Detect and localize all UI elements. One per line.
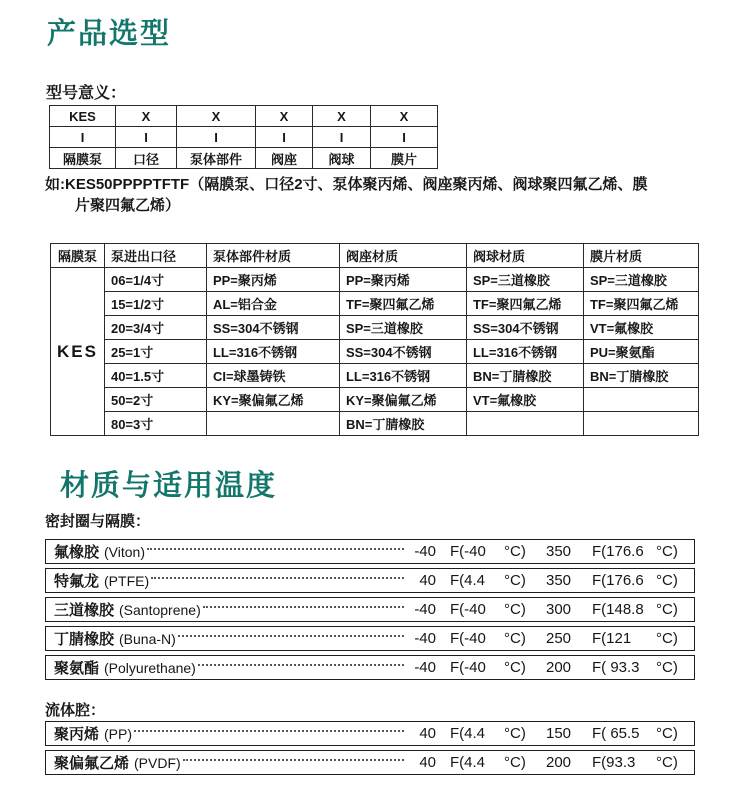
model-cell: 泵体部件 <box>177 148 256 169</box>
min-temp-c: F(-40 <box>450 659 486 676</box>
model-cell: X <box>371 106 438 127</box>
min-temp-f: -40 <box>414 543 436 560</box>
page-title-product-selection: 产品选型 <box>47 18 172 50</box>
model-cell: I <box>50 127 116 148</box>
material-name-cn: 特氟龙 <box>54 573 100 590</box>
celsius-unit: °C) <box>656 543 678 560</box>
cell-body: LL=316不锈钢 <box>206 340 339 364</box>
min-temp-f: 40 <box>419 725 436 742</box>
celsius-unit: °C) <box>504 754 526 771</box>
celsius-unit: °C) <box>656 725 678 742</box>
celsius-unit: °C) <box>504 725 526 742</box>
model-cell: 阀座 <box>256 148 313 169</box>
model-cell: X <box>116 106 177 127</box>
celsius-unit: °C) <box>504 630 526 647</box>
header-seat-material: 阀座材质 <box>339 244 466 268</box>
selection-row <box>51 316 699 340</box>
max-temp-c: F( 65.5 <box>592 725 640 742</box>
cell-port: 25=1寸 <box>104 340 206 364</box>
cell-port: 40=1.5寸 <box>104 364 206 388</box>
celsius-unit: °C) <box>656 630 678 647</box>
material-temp-row <box>45 750 695 775</box>
min-temp-f: 40 <box>419 572 436 589</box>
seal-temperature-table <box>45 539 695 680</box>
header-body-material: 泵体部件材质 <box>206 244 339 268</box>
model-cell: I <box>371 127 438 148</box>
cell-diaphragm <box>583 412 698 436</box>
selection-row <box>51 412 699 436</box>
max-temp-c: F(121 <box>592 630 632 647</box>
min-temp-c: F(4.4 <box>450 572 486 589</box>
material-name-cn: 聚丙烯 <box>54 726 100 743</box>
celsius-unit: °C) <box>504 659 526 676</box>
material-name-cn: 聚偏氟乙烯 <box>54 755 130 772</box>
cell-diaphragm: PU=聚氨酯 <box>583 340 698 364</box>
material-selection-table <box>50 243 699 436</box>
min-temp-c: F(4.4 <box>450 754 486 771</box>
model-cell: X <box>313 106 371 127</box>
cell-seat: PP=聚丙烯 <box>339 268 466 292</box>
material-temp-row <box>45 655 695 680</box>
model-cell: 膜片 <box>371 148 438 169</box>
min-temp-f: -40 <box>414 601 436 618</box>
material-name-cn: 丁腈橡胶 <box>54 631 115 648</box>
header-port-size: 泵进出口径 <box>104 244 206 268</box>
max-temp-f: 350 <box>546 572 572 589</box>
celsius-unit: °C) <box>656 572 678 589</box>
selection-row <box>51 268 699 292</box>
cell-body: PP=聚丙烯 <box>206 268 339 292</box>
material-name-en: (PP) <box>104 725 133 742</box>
material-name-en: (Polyurethane) <box>104 659 196 676</box>
cell-seat: KY=聚偏氟乙烯 <box>339 388 466 412</box>
cell-body: KY=聚偏氟乙烯 <box>206 388 339 412</box>
cell-ball: TF=聚四氟乙烯 <box>466 292 583 316</box>
celsius-unit: °C) <box>656 754 678 771</box>
fluid-temperature-table <box>45 721 695 775</box>
material-name-cn: 氟橡胶 <box>54 544 100 561</box>
cell-diaphragm <box>583 388 698 412</box>
material-name-en: (Santoprene) <box>119 601 201 618</box>
material-name-en: (PVDF) <box>134 754 181 771</box>
cell-port: 06=1/4寸 <box>104 268 206 292</box>
celsius-unit: °C) <box>504 543 526 560</box>
cell-diaphragm: BN=丁腈橡胶 <box>583 364 698 388</box>
cell-diaphragm: SP=三道橡胶 <box>583 268 698 292</box>
cell-port: 50=2寸 <box>104 388 206 412</box>
min-temp-f: -40 <box>414 630 436 647</box>
dot-leader <box>151 577 404 579</box>
material-name-en: (PTFE) <box>104 572 150 589</box>
max-temp-f: 200 <box>546 754 572 771</box>
min-temp-f: -40 <box>414 659 436 676</box>
cell-port: 15=1/2寸 <box>104 292 206 316</box>
cell-seat: TF=聚四氟乙烯 <box>339 292 466 316</box>
max-temp-c: F(176.6 <box>592 572 644 589</box>
model-cell: I <box>116 127 177 148</box>
page-title-material-temperature: 材质与适用温度 <box>60 470 278 502</box>
cell-ball: SS=304不锈钢 <box>466 316 583 340</box>
cell-body: SS=304不锈钢 <box>206 316 339 340</box>
cell-ball <box>466 412 583 436</box>
fluid-chamber-label: 流体腔： <box>45 702 106 719</box>
model-cell: I <box>313 127 371 148</box>
material-name-cn: 三道橡胶 <box>54 602 115 619</box>
header-diaphragm-material: 膜片材质 <box>583 244 698 268</box>
max-temp-f: 200 <box>546 659 572 676</box>
cell-diaphragm: VT=氟橡胶 <box>583 316 698 340</box>
cell-seat: SP=三道橡胶 <box>339 316 466 340</box>
material-temp-row <box>45 568 695 593</box>
dot-leader <box>147 548 404 550</box>
cell-ball: BN=丁腈橡胶 <box>466 364 583 388</box>
cell-seat: BN=丁腈橡胶 <box>339 412 466 436</box>
model-example-line2: 片聚四氟乙烯） <box>75 197 181 214</box>
model-pipe-row <box>50 127 438 148</box>
model-cell: I <box>256 127 313 148</box>
min-temp-c: F(-40 <box>450 630 486 647</box>
header-pump: 隔膜泵 <box>51 244 105 268</box>
model-cell: X <box>256 106 313 127</box>
cell-body: AL=铝合金 <box>206 292 339 316</box>
celsius-unit: °C) <box>656 659 678 676</box>
celsius-unit: °C) <box>656 601 678 618</box>
max-temp-f: 300 <box>546 601 572 618</box>
model-code-table <box>49 105 438 169</box>
header-ball-material: 阀球材质 <box>466 244 583 268</box>
max-temp-f: 250 <box>546 630 572 647</box>
cell-ball: VT=氟橡胶 <box>466 388 583 412</box>
cell-body <box>206 412 339 436</box>
cell-ball: SP=三道橡胶 <box>466 268 583 292</box>
selection-row <box>51 292 699 316</box>
model-example-line1: 如:KES50PPPPTFTF（隔膜泵、口径2寸、泵体聚丙烯、阀座聚丙烯、阀球聚四氟乙烯、膜 <box>45 176 648 193</box>
model-meaning-label: 型号意义： <box>46 85 127 102</box>
dot-leader <box>198 664 404 666</box>
model-cell: 阀球 <box>313 148 371 169</box>
model-cell: 口径 <box>116 148 177 169</box>
selection-row <box>51 340 699 364</box>
cell-body: CI=球墨铸铁 <box>206 364 339 388</box>
model-cell: I <box>177 127 256 148</box>
material-temp-row <box>45 597 695 622</box>
model-cell: 隔膜泵 <box>50 148 116 169</box>
cell-diaphragm: TF=聚四氟乙烯 <box>583 292 698 316</box>
min-temp-c: F(-40 <box>450 543 486 560</box>
dot-leader <box>134 730 404 732</box>
model-cell: KES <box>50 106 116 127</box>
max-temp-c: F( 93.3 <box>592 659 640 676</box>
dot-leader <box>203 606 404 608</box>
max-temp-f: 150 <box>546 725 572 742</box>
material-temp-row <box>45 539 695 564</box>
max-temp-c: F(148.8 <box>592 601 644 618</box>
model-cell: X <box>177 106 256 127</box>
selection-header-row <box>51 244 699 268</box>
celsius-unit: °C) <box>504 572 526 589</box>
min-temp-f: 40 <box>419 754 436 771</box>
material-name-en: (Viton) <box>104 543 145 560</box>
material-name-cn: 聚氨酯 <box>54 660 100 677</box>
min-temp-c: F(-40 <box>450 601 486 618</box>
min-temp-c: F(4.4 <box>450 725 486 742</box>
max-temp-c: F(93.3 <box>592 754 636 771</box>
selection-row <box>51 364 699 388</box>
cell-port: 20=3/4寸 <box>104 316 206 340</box>
material-temp-row <box>45 626 695 651</box>
pump-code-cell: KES <box>51 268 105 436</box>
material-name-en: (Buna-N) <box>119 630 176 647</box>
dot-leader <box>178 635 404 637</box>
material-temp-row <box>45 721 695 746</box>
seal-diaphragm-label: 密封圈与隔膜： <box>45 513 151 530</box>
model-code-row <box>50 106 438 127</box>
cell-port: 80=3寸 <box>104 412 206 436</box>
dot-leader <box>183 759 404 761</box>
cell-seat: LL=316不锈钢 <box>339 364 466 388</box>
selection-row <box>51 388 699 412</box>
max-temp-f: 350 <box>546 543 572 560</box>
max-temp-c: F(176.6 <box>592 543 644 560</box>
celsius-unit: °C) <box>504 601 526 618</box>
cell-seat: SS=304不锈钢 <box>339 340 466 364</box>
model-example-text <box>45 174 705 216</box>
cell-ball: LL=316不锈钢 <box>466 340 583 364</box>
model-desc-row <box>50 148 438 169</box>
